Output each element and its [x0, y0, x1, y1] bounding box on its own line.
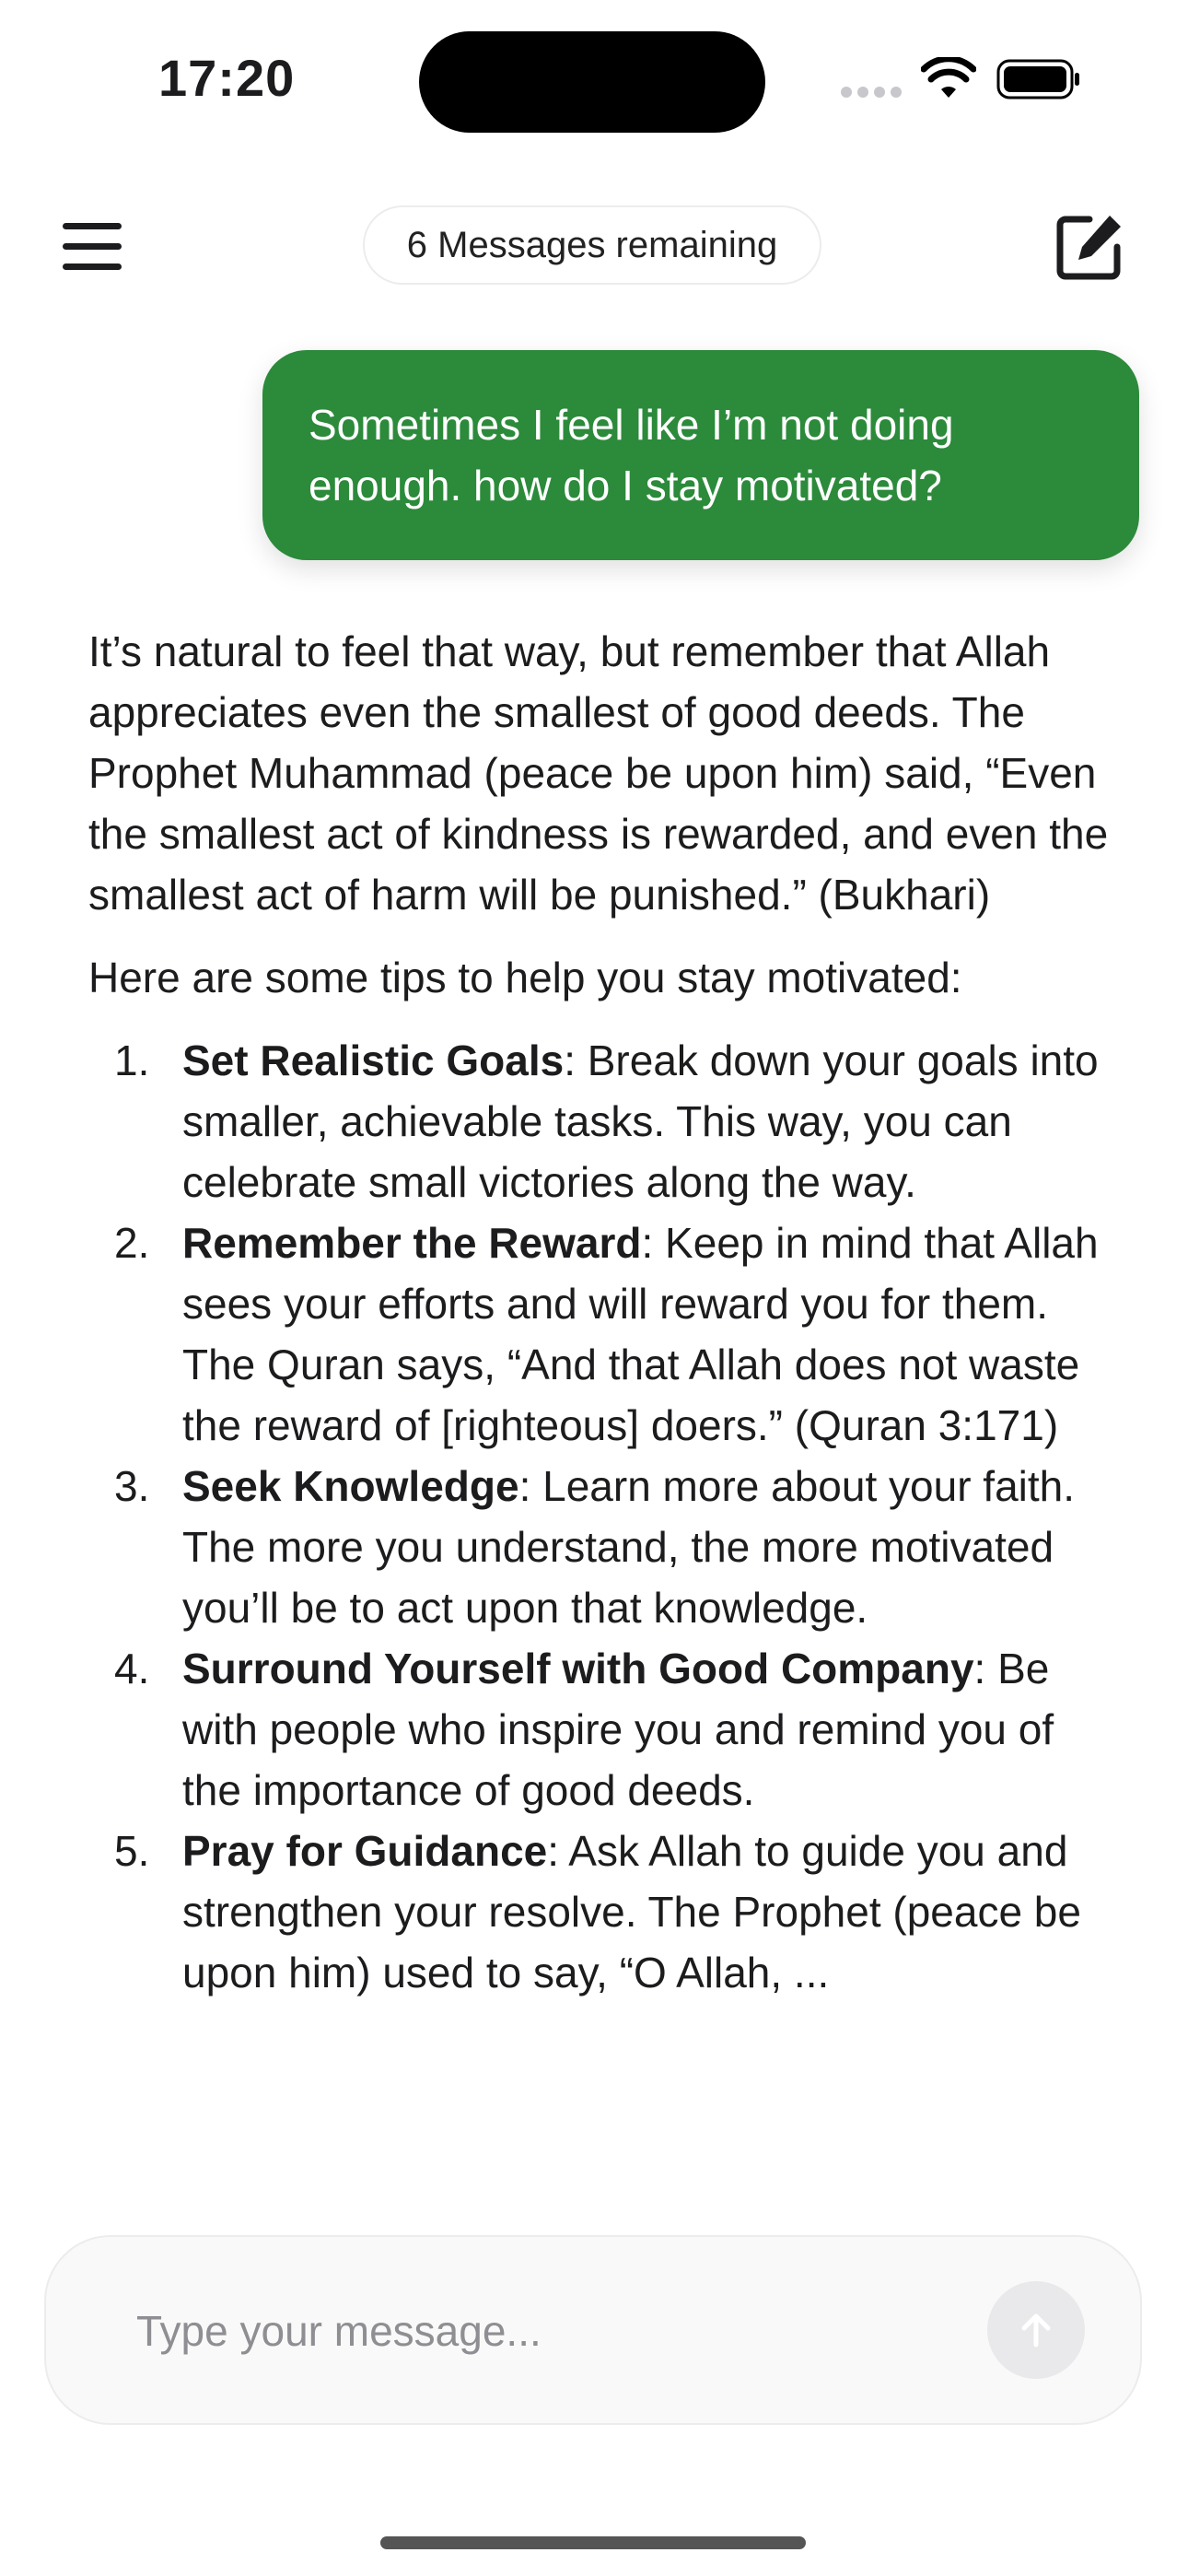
tip-number: 3. [114, 1462, 150, 1510]
tip-number: 4. [114, 1645, 150, 1692]
arrow-up-icon [1014, 2308, 1058, 2352]
tip-item [88, 1030, 1111, 1212]
tip-title: Pray for Guidance [182, 1827, 548, 1875]
menu-button[interactable] [61, 223, 125, 271]
cellular-signal-icon [841, 87, 902, 98]
hamburger-menu-icon [63, 223, 122, 229]
tip-text: : Keep in mind that Allah sees your efforts and will reward you for them. The Quran says, “And that Allah does not waste the reward of [righteous] doers.” (Quran 3:171) [182, 1219, 1099, 1449]
hamburger-line [63, 263, 122, 270]
tip-number: 5. [114, 1827, 150, 1875]
user-message-bubble: Sometimes I feel like I’m not doing enough. how do I stay motivated? [262, 350, 1139, 560]
hamburger-line [63, 243, 122, 250]
message-input[interactable] [134, 2290, 967, 2371]
tip-title: Remember the Reward [182, 1219, 642, 1267]
tip-title: Surround Yourself with Good Company [182, 1645, 974, 1692]
compose-icon[interactable] [1054, 212, 1124, 282]
wifi-icon [921, 57, 976, 100]
messages-remaining-badge: 6 Messages remaining [363, 205, 821, 285]
tip-item [88, 1212, 1111, 1456]
tip-number: 1. [114, 1036, 150, 1084]
tip-title: Set Realistic Goals [182, 1036, 565, 1084]
tip-title: Seek Knowledge [182, 1462, 519, 1510]
battery-icon [996, 59, 1081, 100]
tip-text: : Break down your goals into smaller, achievable tasks. This way, you can celebrate small victories along the way. [182, 1036, 1099, 1206]
tip-item [88, 1821, 1111, 2003]
response-tips-heading: Here are some tips to help you stay motivated: [88, 954, 962, 1001]
response-intro: It’s natural to feel that way, but remember that Allah appreciates even the smallest of good deeds. The Prophet Muhammad (peace be upon him) said, “Even the smallest act of kindness is rewarded, and even the smallest act of harm will be punished.” (Bukhari) [88, 627, 1109, 919]
tip-item [88, 1638, 1111, 1821]
dynamic-island [419, 31, 765, 133]
tip-text: : Ask Allah to guide you and strengthen your resolve. The Prophet (peace be upon him) used to say, “O Allah, ... [182, 1827, 1081, 1996]
assistant-response [88, 621, 1111, 2204]
tip-text: : Be with people who inspire you and remind you of the importance of good deeds. [182, 1645, 1054, 1814]
tip-item [88, 1456, 1111, 1638]
tip-text: : Learn more about your faith. The more you understand, the more motivated you’ll be to act upon that knowledge. [182, 1462, 1076, 1632]
send-button[interactable] [987, 2281, 1085, 2379]
tips-list [88, 1030, 1111, 2003]
home-indicator [380, 2536, 806, 2549]
tip-number: 2. [114, 1219, 150, 1267]
message-composer [44, 2235, 1142, 2425]
status-time: 17:20 [158, 49, 296, 107]
